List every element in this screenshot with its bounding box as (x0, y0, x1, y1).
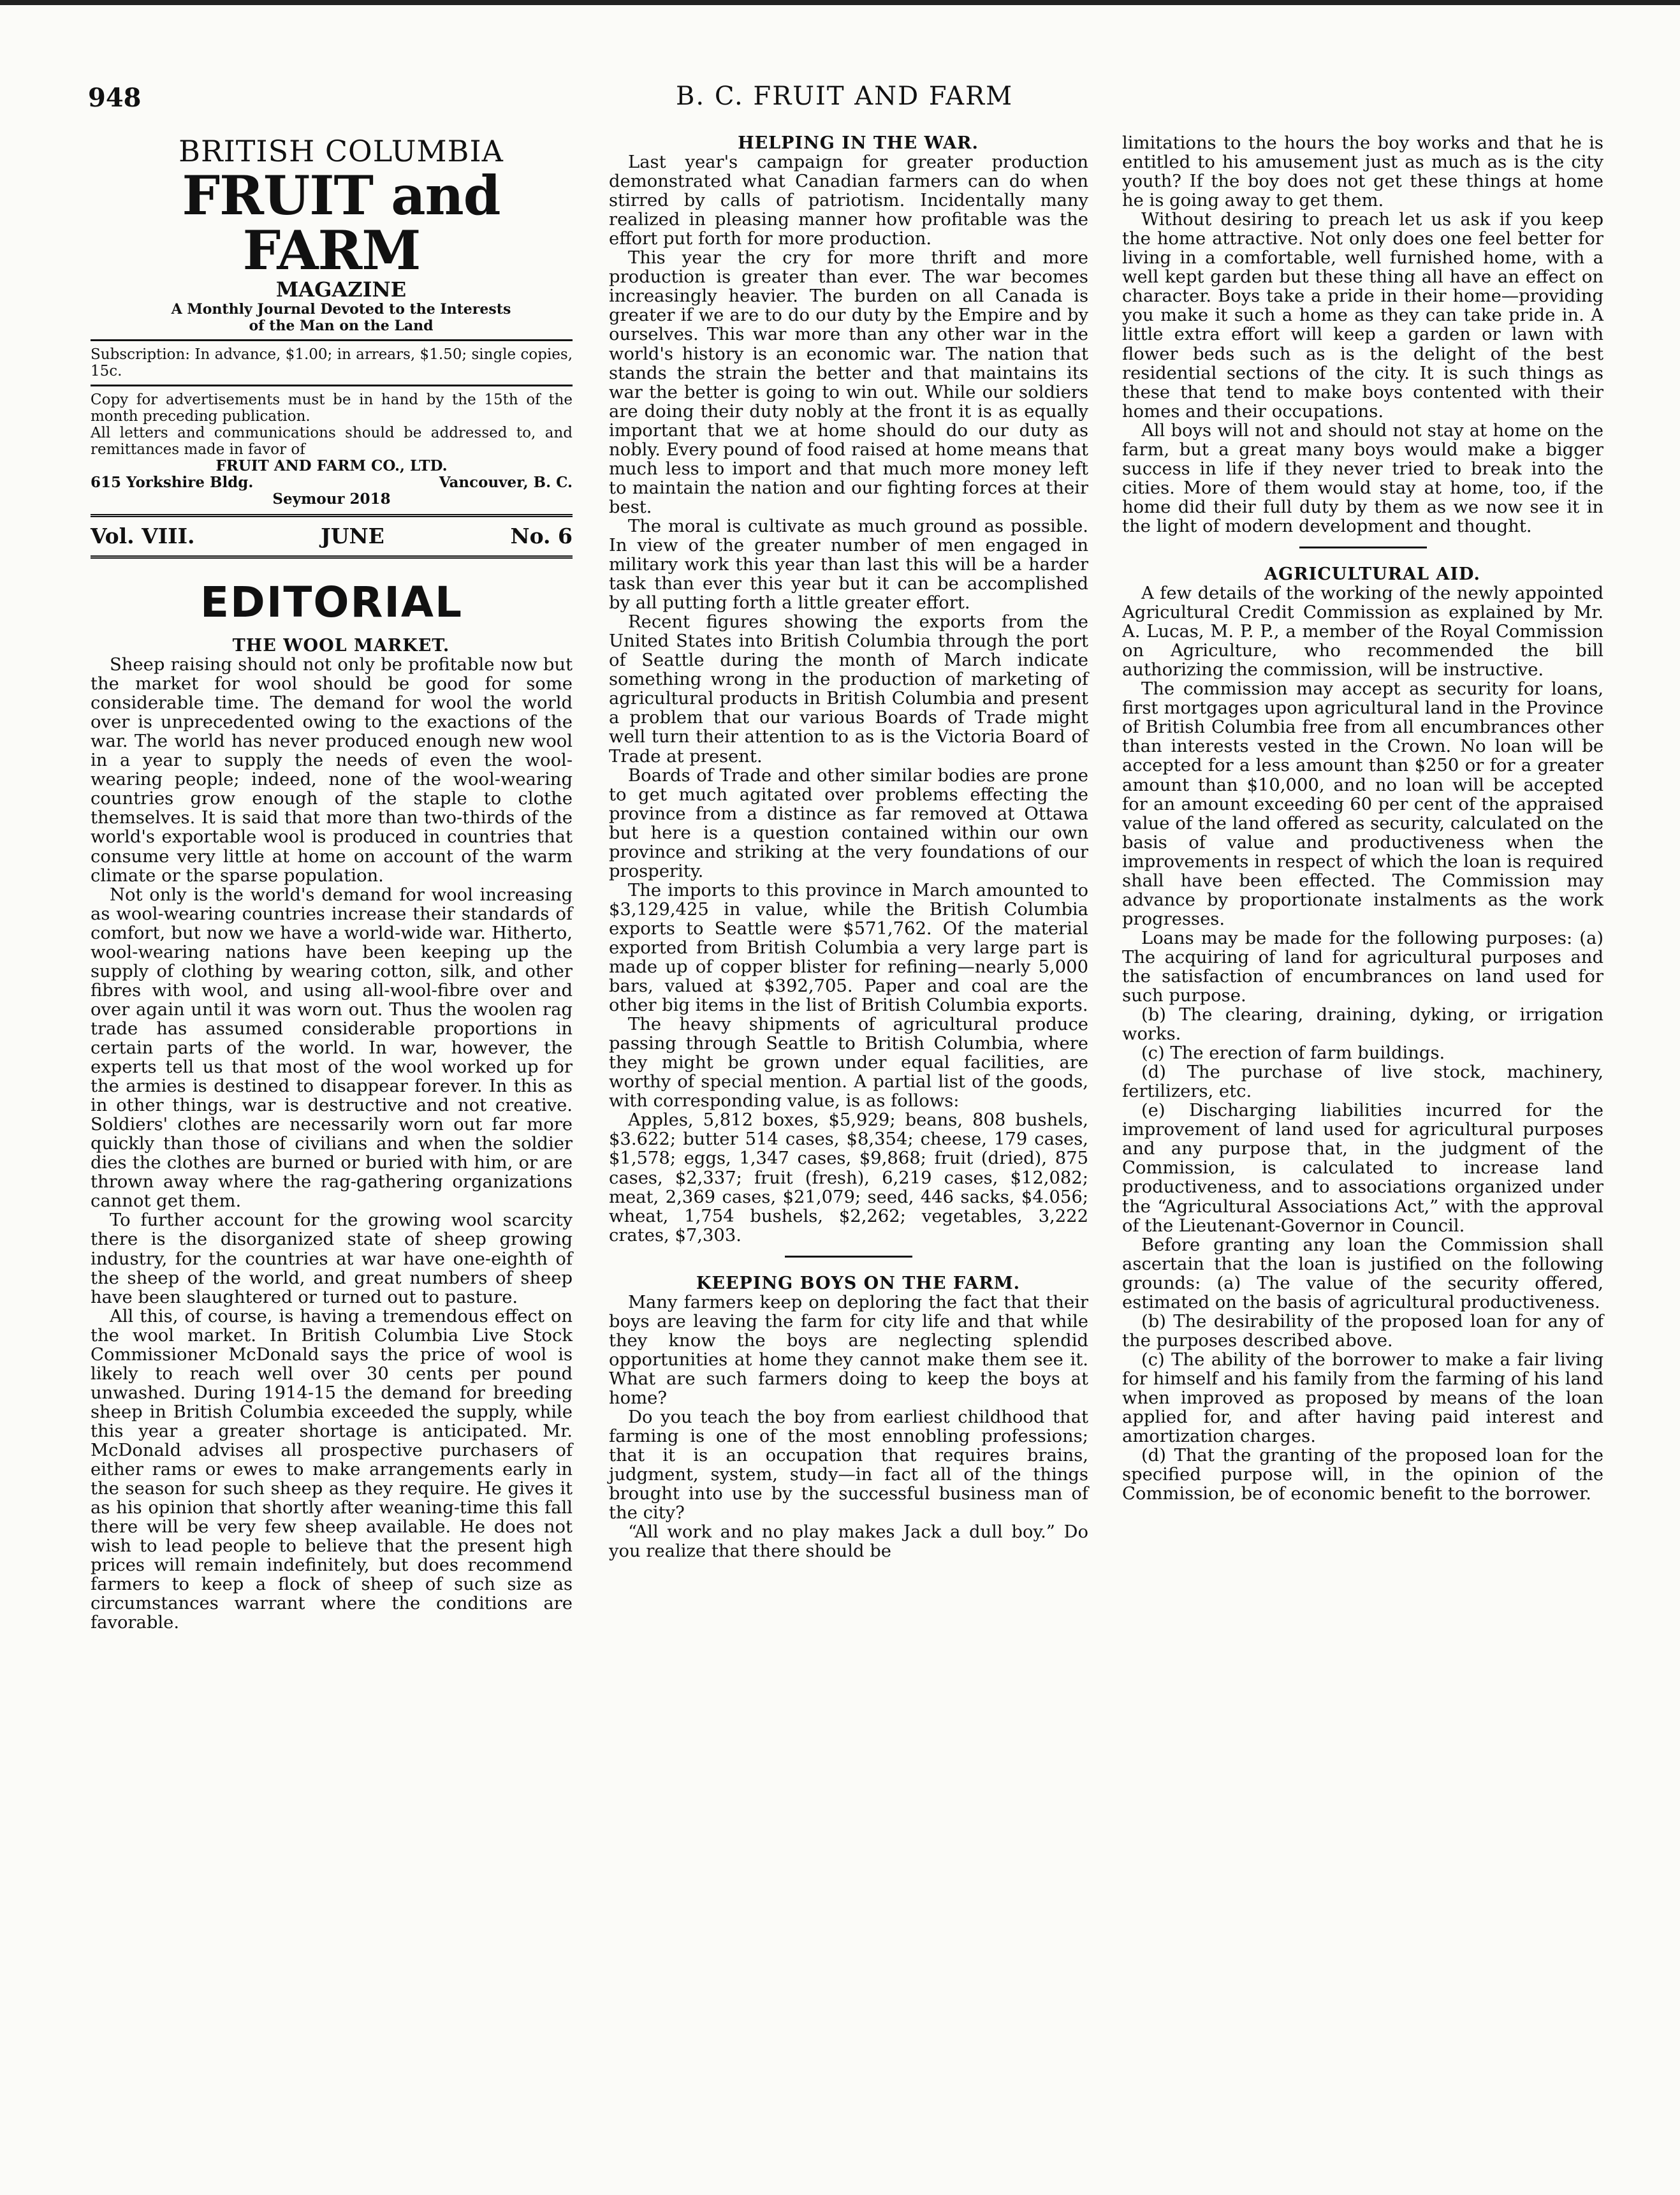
paragraph: The commission may accept as security for loans, first mortgages upon agricultural land in the Province of British Columbia free from all encumbrances other than interests vested in the Crown. No loan will be accepted for a less amount than $250 or for a greater amount than $10,000, and no loan will be accepted for an amount exceeding 60 per cent of the appraised value of the land offered as security, calculated on the basis of value and productiveness when the improvements in respect of which the loan is required shall have been effected. The Commission may advance by proportionate instalments as the work progresses. (1122, 679, 1603, 929)
paragraph: To further account for the growing wool scarcity there is the disorganized state of sheep growing industry, for the countries at war have one-eighth of the sheep of the world, and great numbers of sheep have been slaughtered or turned out to pasture. (91, 1210, 573, 1307)
paragraph: (b) The clearing, draining, dyking, or irrigation works. (1122, 1005, 1603, 1045)
article-title-war: HELPING IN THE WAR. (738, 133, 979, 153)
paragraph: (c) The erection of farm buildings. (1141, 1043, 1445, 1064)
divider (91, 514, 573, 517)
paragraph: Apples, 5,812 boxes, $5,929; beans, 808 bushels, $3.622; butter 514 cases, $8,354; cheese, 179 cases, $1,578; eggs, 1,347 cases, $9,868; fruit (dried), 875 cases, $2,337; fruit (fresh), 6,219 cases, $12,082; meat, 2,369 cases, $21,079; seed, 446 sacks, $4.056; wheat, 1,754 bushels, $2,262; vegetables, 3,222 crates, $7,303. (609, 1110, 1088, 1245)
paragraph: The moral is cultivate as much ground as possible. In view of the greater number of men engaged in military work this year than last this will be a harder task than ever this year but it can be accomplished by all putting forth a little greater effort. (609, 516, 1088, 613)
paragraph: The heavy shipments of agricultural produce passing through Seattle to British Columbia, where they might be grown under equal facilities, are worthy of special mention. A partial list of the goods, with corresponding value, is as follows: (609, 1015, 1088, 1112)
article-title-boys: KEEPING BOYS ON THE FARM. (696, 1273, 1021, 1293)
paragraph: Boards of Trade and other similar bodies are prone to get much agitated over problems effecting the province from a distince as far removed at Ottawa but here is a question contained within our own province and striking at the very foundations of our prosperity. (609, 765, 1088, 881)
address-left: 615 Yorkshire Bldg. (91, 474, 254, 491)
paragraph: This year the cry for more thrift and more production is greater than ever. The war becomes increasingly heavier. The burden on all Canada is greater if we are to do our duty by the Empire and by ourselves. This war more than any other war in the world's history is an economic war. The nation that stands the strain the better and that maintains its war the better is going to win out. While our soldiers are doing their duty nobly at the front it is as equally important that we at home should do our duty as nobly. Every pound of food raised at home means that much less to import and that much more money left to maintain the nation and our fighting forces at their best. (609, 248, 1088, 517)
publisher-phone: Seymour 2018 (272, 490, 391, 508)
publisher-name: FRUIT AND FARM CO., LTD. (215, 457, 448, 474)
paragraph: (d) The purchase of live stock, machinery, fertilizers, etc. (1122, 1062, 1603, 1102)
paragraph: Before granting any loan the Commission shall ascertain that the loan is justified on the following grounds: (a) The value of the security offered, estimated on the basis of agricultural productiveness. (1122, 1235, 1603, 1312)
masthead-subtitle: MAGAZINE (275, 277, 407, 302)
masthead-line1: BRITISH COLUMBIA (179, 134, 504, 168)
paragraph: Sheep raising should not only be profitable now but the market for wool should be good for some considerable time. The demand for wool the world over is unprecedented owing to the exactions of the war. The world has never produced enough new wool in a year to supply the needs of even the wool-wearing people; indeed, none of the wool-wearing countries grow enough of the staple to clothe themselves. It is said that more than two-thirds of the world's exportable wool is produced in countries that consume very little at home on account of the warm climate or the sparse population. (91, 655, 573, 886)
paragraph: Loans may be made for the following purposes: (a) The acquiring of land for agricultural purposes and the satisfaction of encumbrances on land used for such purpose. (1122, 928, 1603, 1006)
paragraph: limitations to the hours the boy works and that he is entitled to his amusement just as much as is the city youth? If the boy does not get these things at home he is going away to get them. (1122, 133, 1603, 211)
paragraph: Last year's campaign for greater production demonstrated what Canadian farmers can do when stirred by calls of patriotism. Incidentally many realized in pleasing manner how profitable was the effort put forth for more production. (609, 152, 1088, 249)
paragraph: Do you teach the boy from earliest childhood that farming is one of the most ennobling professions; that it is an occupation that requires brains, judgment, system, study—in fact all of the things brought into use by the successful business man of the city? (609, 1407, 1088, 1523)
masthead-title: FRUIT and FARM (182, 164, 500, 282)
paragraph: (e) Discharging liabilities incurred for the improvement of land used for agricultural purposes and any purpose that, in the judgment of the Commission, is calculated to increase land productiveness, and to associations organized under the “Agricultural Associations Act,” with the approval of the Lieutenant-Governor in Council. (1122, 1101, 1603, 1236)
section-divider (1299, 547, 1427, 548)
volume: Vol. VIII. (91, 524, 195, 548)
letters-note: All letters and communications should be addressed to, and remittances made in favor of (91, 425, 573, 458)
paragraph: (c) The ability of the borrower to make a fair living for himself and his family from the farming of his land when improved as proposed by means of the loan applied for, and after having paid interest and amortization charges. (1122, 1349, 1603, 1447)
page-number: 948 (88, 83, 142, 113)
paragraph: All boys will not and should not stay at home on the farm, but a great many boys would make a bigger success in life if they never tried to break into the cities. More of them would stay at home, too, if the home did their full duty by them as we now see it in the light of modern development and thought. (1122, 420, 1603, 536)
issue-number: No. 6 (510, 524, 573, 548)
paragraph: Recent figures showing the exports from the United States into British Columbia through the port of Seattle during the month of March indicate something wrong in the production of marketing of agricultural products in British Columbia and present a problem that our various Boards of Trade might well turn their attention to as is the Victoria Board of Trade at present. (609, 612, 1088, 767)
column-1 (91, 134, 573, 1633)
divider (91, 385, 573, 386)
publisher-address (91, 474, 573, 491)
paragraph: “All work and no play makes Jack a dull boy.” Do you realize that there should be (609, 1522, 1088, 1562)
paragraph: Without desiring to preach let us ask if you keep the home attractive. Not only does one feel better for living in a comfortable, well furnished home, with a well kept garden but these thing all have an effect on character. Boys take a pride in their home—providing you make it such a home as they can take pride in. A little extra effort will keep a garden or lawn with flower beds such as is the delight of the best residential sections of the city. It is such things as these that tend to make boys contented with their homes and their occupations. (1122, 210, 1603, 422)
paragraph: A few details of the working of the newly appointed Agricultural Credit Commission as explained by Mr. A. Lucas, M. P. P., a member of the Royal Commission on Agriculture, who recommended the bill authorizing the commission, will be instructive. (1122, 584, 1603, 680)
article-title-wool: THE WOOL MARKET. (232, 636, 450, 656)
section-divider (785, 1256, 912, 1258)
issue-line (91, 524, 573, 549)
paragraph: All this, of course, is having a tremendous effect on the wool market. In British Columbia Live Stock Commissioner McDonald says the price of wool is likely to reach well over 30 cents per pound unwashed. During 1914-15 the demand for breeding sheep in British Columbia exceeded the supply, while this year a greater shortage is anticipated. Mr. McDonald advises all prospective purchasers of either rams or ewes to make arrangements early in the season for such sheep as they require. He gives it as his opinion that shortly after weaning-time this fall there will be very few sheep available. He does not wish to lead people to believe that the present high prices will remain indefinitely, but does recommend farmers to keep a flock of sheep of such size as circumstances warrant where the conditions are favorable. (91, 1306, 573, 1633)
masthead-tagline-1: A Monthly Journal Devoted to the Interests (171, 301, 511, 318)
paragraph: Not only is the world's demand for wool increasing as wool-wearing countries increase their standards of comfort, but now we have a world-wide war. Hitherto, wool-wearing nations have been keeping up the supply of clothing by wearing cotton, silk, and other fibres with wool, and using all-wool-fibre over and over again until it was worn out. Thus the woolen rag trade has assumed considerable proportions in certain parts of the world. In war, however, the experts tell us that most of the wool worked up for the armies is destined to disappear forever. In this as in other things, war is destructive and not creative. Soldiers' clothes are necessarily worn out far more quickly than those of civilians and when the soldier dies the clothes are burned or buried with him, or are thrown away where the rag-gathering organizations cannot get them. (91, 885, 573, 1212)
divider (91, 339, 573, 341)
address-right: Vancouver, B. C. (439, 474, 573, 491)
column-3 (1122, 134, 1603, 1504)
issue-month: JUNE (321, 524, 384, 548)
column-2 (609, 134, 1088, 1561)
top-scan-border (0, 0, 1680, 5)
divider (91, 555, 573, 559)
paragraph: The imports to this province in March amounted to $3,129,425 in value, while the British Columbia exports to Seattle were $571,762. Of the material exported from British Columbia a very large part is made up of copper blister for refining—nearly 5,000 bars, valued at $392,705. Paper and coal are the other big items in the list of British Columbia exports. (609, 880, 1088, 1016)
masthead (91, 134, 573, 559)
paragraph: (d) That the granting of the proposed loan for the specified purpose will, in the opinion of the Commission, be of economic benefit to the borrower. (1122, 1446, 1603, 1504)
masthead-tagline-2: of the Man on the Land (249, 318, 434, 334)
paragraph: Many farmers keep on deploring the fact that their boys are leaving the farm for city life and that while they know the boys are neglecting splendid opportunities at home they cannot make them see it. What are such farmers doing to keep the boys at home? (609, 1292, 1088, 1408)
paragraph: (b) The desirability of the proposed loan for any of the purposes described above. (1122, 1311, 1603, 1351)
running-head: B. C. FRUIT AND FARM (676, 82, 1014, 111)
article-title-aid: AGRICULTURAL AID. (1264, 564, 1480, 584)
editorial-heading: EDITORIAL (200, 578, 464, 627)
subscription-note: Subscription: In advance, $1.00; in arrears, $1.50; single copies, 15c. (91, 346, 573, 379)
copy-note: Copy for advertisements must be in hand by the 15th of the month preceding publication. (91, 392, 573, 425)
